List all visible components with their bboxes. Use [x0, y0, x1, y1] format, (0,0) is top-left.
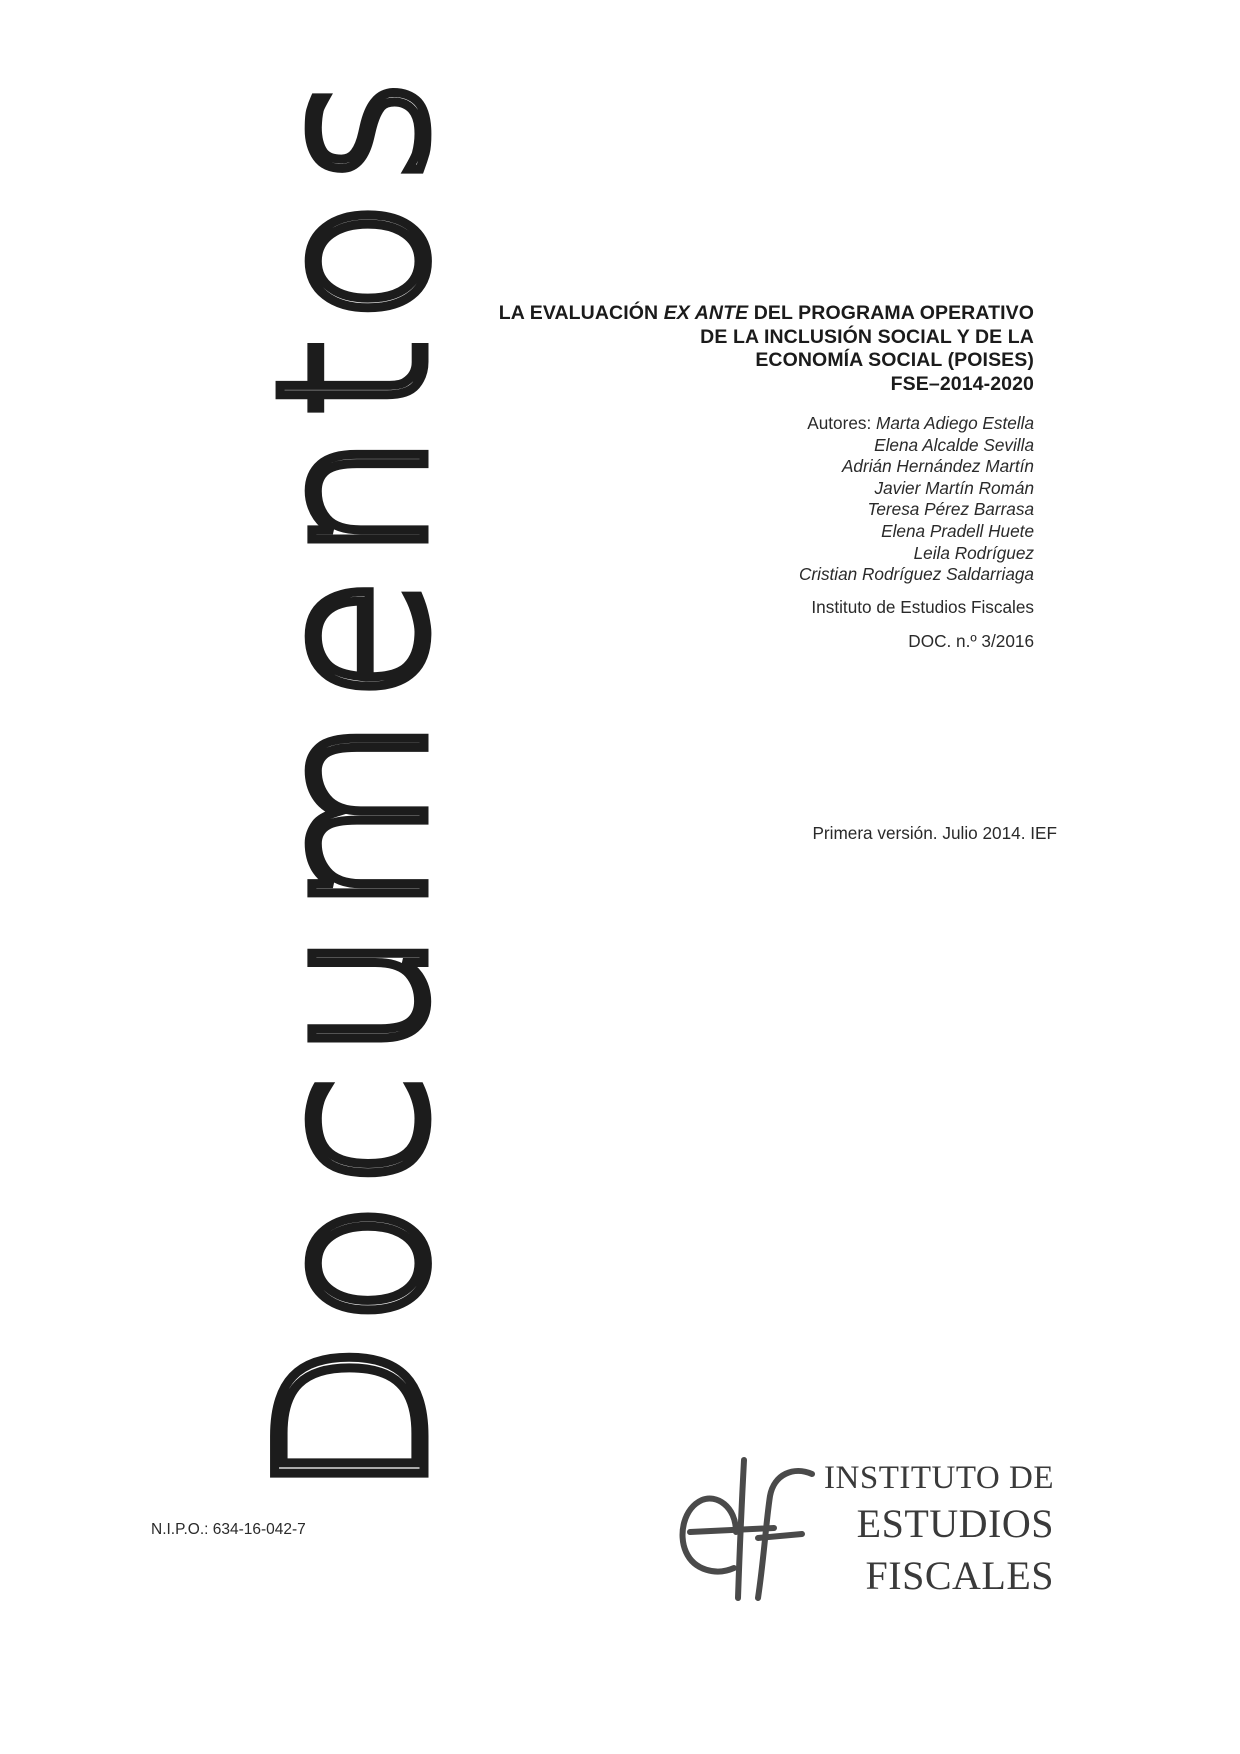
- author-name: Elena Alcalde Sevilla: [874, 434, 1034, 455]
- logo-line-3: FISCALES: [865, 1553, 1054, 1598]
- title-line-1-italic: EX ANTE: [663, 302, 749, 324]
- title-line-1-end: DEL PROGRAMA OPERATIVO: [748, 302, 1034, 324]
- author-name: Adrián Hernández Martín: [841, 456, 1034, 477]
- author-name: Elena Pradell Huete: [881, 520, 1034, 541]
- author-name: Marta Adiego Estella: [876, 413, 1034, 433]
- series-title-vertical: Documentos: [235, 63, 473, 1498]
- title-line-1: [334, 302, 1034, 326]
- logo-line-1: INSTITUTO DE: [824, 1460, 1054, 1496]
- document-number: DOC. n.º 3/2016: [908, 631, 1034, 651]
- author-name: Cristian Rodríguez Saldarriaga: [798, 564, 1034, 585]
- title-line-4: FSE–2014-2020: [890, 372, 1034, 395]
- authors-list: [334, 413, 1034, 586]
- ief-logo-wordmark: [824, 1458, 1054, 1602]
- author-row: [334, 413, 1034, 435]
- title-line-1-start: LA EVALUACIÓN: [498, 302, 664, 324]
- title-line-3: ECONOMÍA SOCIAL (POISES): [755, 349, 1034, 371]
- author-name: Leila Rodríguez: [913, 542, 1034, 563]
- institute-name: Instituto de Estudios Fiscales: [811, 597, 1034, 617]
- version-note: Primera versión. Julio 2014. IEF: [812, 823, 1057, 843]
- author-name: Javier Martín Román: [874, 477, 1034, 498]
- document-title: [334, 302, 1034, 396]
- ief-logo-icon: [666, 1448, 826, 1608]
- author-name: Teresa Pérez Barrasa: [867, 499, 1034, 520]
- logo-line-2: ESTUDIOS: [856, 1501, 1054, 1546]
- nipo-code: N.I.P.O.: 634-16-042-7: [151, 1521, 306, 1538]
- authors-label: Autores:: [807, 413, 877, 433]
- title-line-2: DE LA INCLUSIÓN SOCIAL Y DE LA: [700, 325, 1034, 348]
